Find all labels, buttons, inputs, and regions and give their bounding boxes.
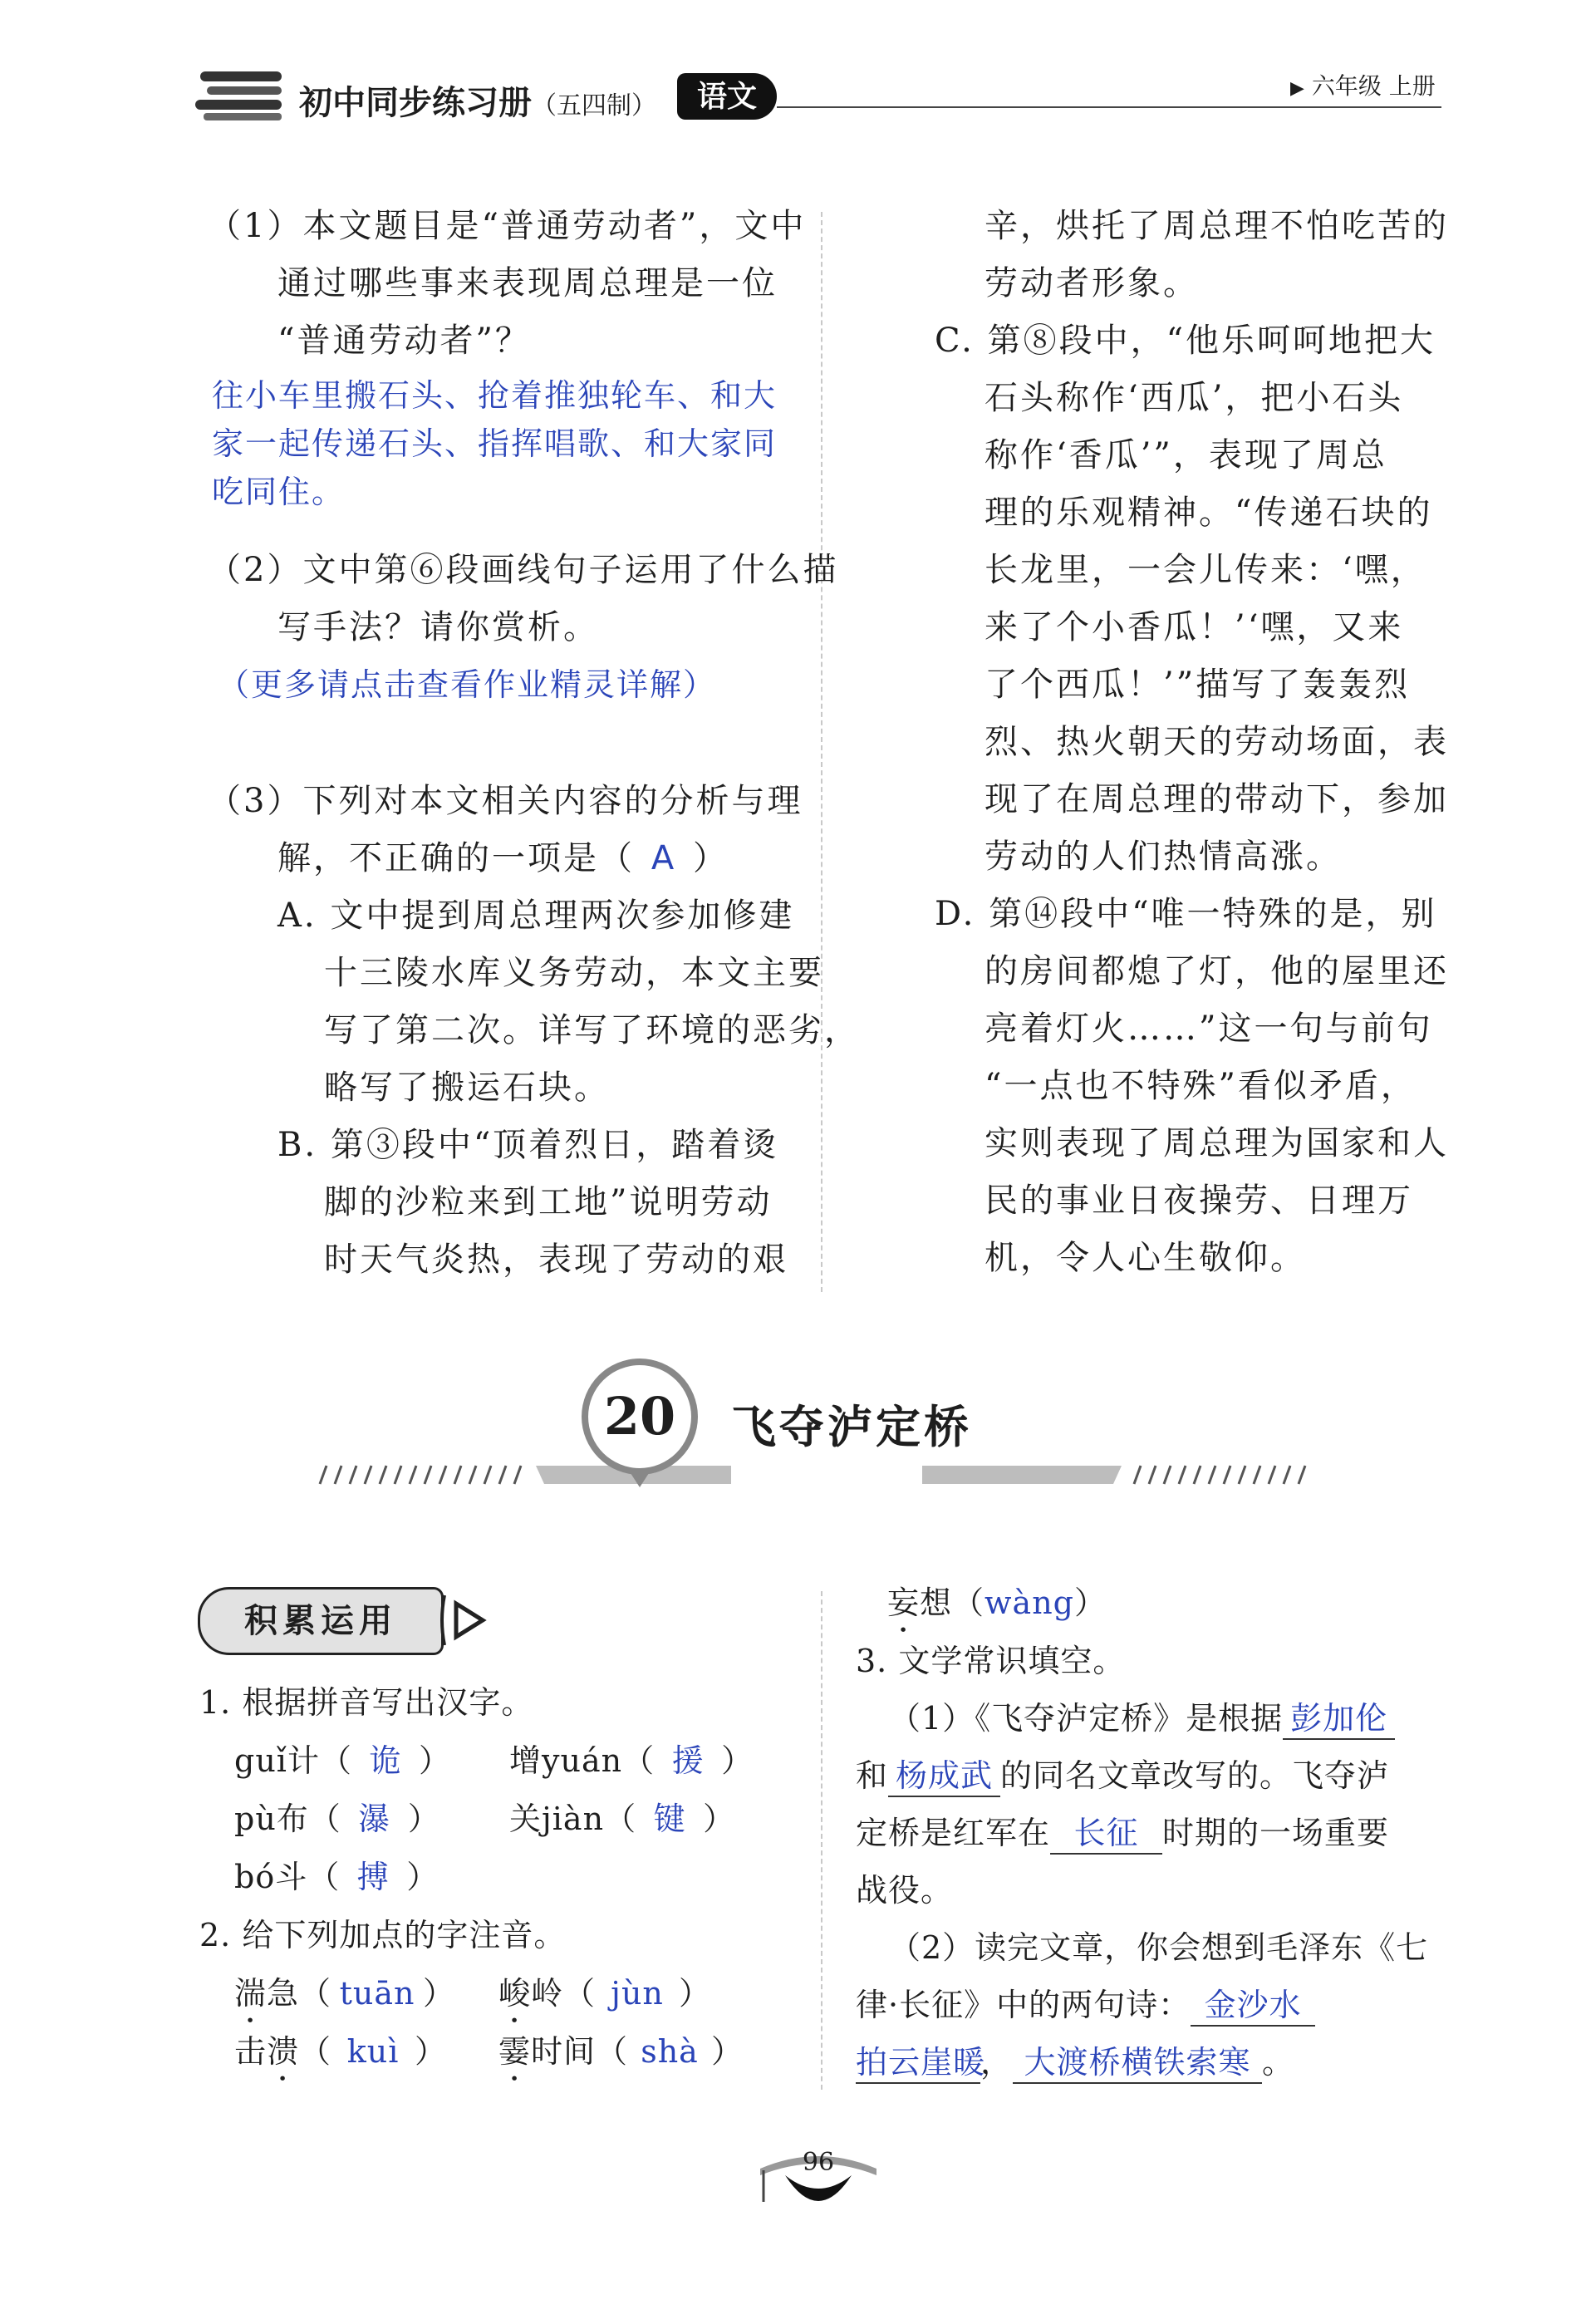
ex1-item-5-close: ） [406, 1859, 439, 1895]
subject-badge [677, 73, 777, 120]
option-b-line-2: 脚的沙粒来到工地”说明劳动 [324, 1183, 773, 1221]
ex2-item-5-post: 想（ [920, 1585, 985, 1621]
lesson-number: 20 [603, 1386, 676, 1447]
ex3-p2-a: （2）读完文章，你会想到毛泽东《七 [889, 1929, 1429, 1966]
q1-line-2: 通过哪些事来表现周总理是一位 [277, 264, 778, 302]
ex2-item-1 [234, 1965, 455, 2030]
ex1-item-1-prompt: guǐ计（ [234, 1742, 352, 1779]
option-d-line-3: 亮着灯火……”这一句与前句 [984, 1010, 1433, 1048]
ex2-item-2-dotted: 峻 [498, 1975, 532, 2012]
option-c-line-8: 烈、热火朝天的劳动场面，表 [984, 723, 1449, 761]
option-d-line-5: 实则表现了周总理为国家和人 [984, 1124, 1449, 1162]
edition-label: （五四制） [532, 91, 656, 120]
grade-label [1290, 68, 1436, 101]
option-d-line-2: 的房间都熄了灯，他的屋里还 [984, 952, 1449, 990]
option-c-line-1: C. 第⑧段中，“他乐呵呵地把大 [935, 322, 1436, 360]
question-1 [208, 198, 806, 370]
q3-answer: A [651, 839, 677, 877]
header-rule [777, 106, 1441, 108]
ex1-item-5 [234, 1849, 439, 1906]
option-c-line-6: 来了个小香瓜！’‘嘿，又来 [984, 608, 1404, 646]
option-d-line-1: D. 第⑭段中“唯一特殊的是，别 [935, 895, 1437, 933]
ex2-item-3-close: ） [415, 2033, 448, 2070]
ex2-item-5-answer: wàng [984, 1585, 1075, 1621]
q1-answer-line-2: 家一起传递石头、指挥唱歌、和大家同 [212, 425, 778, 462]
grade-text: 六年级 上册 [1311, 72, 1436, 100]
ex1-item-3-answer: 瀑 [358, 1801, 391, 1837]
option-c-line-7: 了个西瓜！’”描写了轰轰烈 [984, 666, 1411, 704]
option-d-line-6: 民的事业日夜操劳、日理万 [984, 1182, 1413, 1220]
ex2-item-3 [234, 2023, 447, 2088]
ex1-item-1-close: ） [418, 1742, 451, 1779]
option-d-line-7: 机，令人心生敬仰。 [984, 1239, 1306, 1277]
q1-answer [212, 371, 777, 516]
q3-line-2-close: ） [693, 839, 729, 877]
ex2-item-5 [887, 1575, 1107, 1639]
q2-line-1: （2）文中第⑥段画线句子运用了什么描 [208, 551, 839, 589]
option-a [208, 887, 860, 1117]
option-c-line-2: 石头称作‘西瓜’，把小石头 [984, 379, 1404, 417]
ex2-item-2-answer: jùn [611, 1975, 664, 2012]
section-label: 积累运用 [244, 1602, 397, 1640]
q2-answer-link[interactable]: （更多请点击查看作业精灵详解） [218, 666, 717, 703]
q1-line-1: （1）本文题目是“普通劳动者”，文中 [208, 207, 807, 245]
column-divider-bottom [821, 1591, 822, 2090]
book-title-text: 初中同步练习册 [299, 84, 532, 122]
ex1-item-4-prompt: 关jiàn（ [509, 1801, 637, 1837]
ex3-p1-e: 时期的一场重要 [1162, 1815, 1390, 1851]
right-column-top [935, 198, 1449, 1287]
ex3-p1-ans1: 彭加伦 [1283, 1698, 1395, 1740]
ex3-p2-b: 律·长征》中的两句诗： [856, 1987, 1191, 2023]
ex1-item-3 [234, 1791, 440, 1848]
ex2-item-1-dotted: 湍 [234, 1975, 268, 2012]
page-header [195, 58, 1441, 133]
ex2-item-2-close: ） [679, 1975, 712, 2012]
ex2-item-3-answer: kuì [346, 2033, 400, 2070]
ex3-p1-b: 和 [856, 1757, 889, 1794]
ex2-item-2 [498, 1965, 711, 2030]
q3-line-2 [208, 830, 860, 887]
ex1-item-1-answer: 诡 [369, 1742, 402, 1779]
ex1-item-4 [509, 1791, 735, 1848]
option-b-line-1: B. 第③段中“顶着烈日，踏着烫 [277, 1126, 779, 1164]
ex3-p1-c: 的同名文章改写的。飞夺泸 [1000, 1757, 1390, 1794]
ex1-item-3-close: ） [407, 1801, 440, 1837]
option-b-cont [935, 198, 1449, 312]
option-c [935, 312, 1449, 886]
ex1-item-2-close: ） [721, 1742, 754, 1779]
ex2-item-3-post: （ [299, 2033, 332, 2070]
ex2-item-1-close: ） [423, 1975, 456, 2012]
exercise-1 [199, 1674, 533, 1732]
ex3-p1-line-1 [856, 1690, 1428, 1747]
triangle-right-icon: ▶ [1290, 78, 1304, 99]
ex3-p2-end: 。 [1262, 2044, 1295, 2081]
section-label-box [198, 1587, 444, 1655]
option-b-cont-line-2: 劳动者形象。 [984, 264, 1199, 302]
ex2-item-3-pre: 击 [234, 2033, 268, 2070]
ex1-title: 1. 根据拼音写出汉字。 [199, 1684, 534, 1721]
ex3-p2-line-2 [856, 1977, 1428, 2034]
question-2 [208, 542, 838, 656]
ex1-item-2-prompt: 增yuán（ [509, 1742, 656, 1779]
ex2-item-5-dotted: 妄 [887, 1585, 921, 1621]
ex2-item-4 [498, 2023, 744, 2088]
option-c-line-3: 称作‘香瓜’”，表现了周总 [984, 436, 1387, 474]
ex3-p2-sep: ， [980, 2044, 1014, 2081]
option-a-line-4: 略写了搬运石块。 [324, 1069, 610, 1107]
play-arrow-icon [436, 1589, 494, 1652]
option-c-line-10: 劳动的人们热情高涨。 [984, 838, 1342, 876]
ex3-p2-ans2: 拍云崖暖 [856, 2042, 980, 2084]
ex1-item-4-close: ） [703, 1801, 736, 1837]
ex2-item-4-dotted: 霎 [498, 2033, 532, 2070]
lesson-title: 飞夺泸定桥 [731, 1401, 972, 1453]
option-a-line-2: 十三陵水库义务劳动，本文主要 [324, 954, 824, 992]
ex1-item-2-answer: 援 [671, 1742, 705, 1779]
ex3-p1-d: 定桥是红军在 [856, 1815, 1051, 1851]
ex1-item-5-prompt: bó斗（ [234, 1859, 341, 1895]
ex1-item-4-answer: 键 [653, 1801, 686, 1837]
ex2-item-2-post: 岭（ [531, 1975, 597, 2012]
q1-answer-line-1: 往小车里搬石头、抢着推独轮车、和大 [212, 377, 778, 414]
book-title [299, 76, 656, 124]
ex1-item-2 [509, 1732, 754, 1790]
option-b [208, 1117, 860, 1289]
option-c-line-5: 长龙里，一会儿传来：‘嘿， [984, 551, 1426, 589]
lesson-banner [316, 1354, 1338, 1504]
option-d-line-4: “一点也不特殊”看似矛盾， [984, 1067, 1417, 1105]
banner-stripes-right [922, 1462, 1338, 1487]
option-d [935, 886, 1449, 1287]
ex3-p1-ans3: 长征 [1050, 1813, 1162, 1855]
option-a-line-3: 写了第二次。详写了环境的恶劣， [324, 1011, 860, 1049]
ex2-item-1-answer: tuān [339, 1975, 415, 2012]
ex3-p1-line-2 [856, 1747, 1428, 1805]
ex2-item-4-post: 时间（ [531, 2033, 629, 2070]
option-b-cont-line-1: 辛，烘托了周总理不怕吃苦的 [984, 207, 1449, 245]
ex3-p1-ans2: 杨成武 [888, 1756, 1000, 1797]
option-c-line-9: 现了在周总理的带动下，参加 [984, 780, 1449, 818]
ex3-p2-ans3: 大渡桥横铁索寒 [1013, 2042, 1262, 2084]
book-stack-icon [195, 66, 287, 125]
ex2-item-4-close: ） [711, 2033, 744, 2070]
ex1-item-3-prompt: pù布（ [234, 1801, 341, 1837]
ex2-item-5-close: ） [1074, 1585, 1107, 1621]
q1-line-3: “普通劳动者”？ [277, 322, 531, 360]
ex3-title: 3. 文学常识填空。 [856, 1643, 1126, 1679]
ex3-p2-ans1: 金沙水 [1191, 1985, 1315, 2027]
ex3-p2-line-3 [856, 2034, 1428, 2091]
option-a-line-1: A. 文中提到周总理两次参加修建 [277, 897, 795, 935]
q3-line-1: （3）下列对本文相关内容的分析与理 [208, 782, 803, 820]
ex3-p1-a: （1）《飞夺泸定桥》是根据 [889, 1700, 1284, 1737]
ex2-title: 2. 给下列加点的字注音。 [199, 1917, 567, 1953]
ex2-item-4-answer: shà [641, 2033, 699, 2070]
question-3 [208, 773, 860, 1289]
ex3-p1-line-3 [856, 1805, 1428, 1862]
ex2-item-3-dotted: 溃 [267, 2033, 300, 2070]
ex3-p1-f: 战役。 [856, 1872, 954, 1909]
exercise-3 [856, 1633, 1428, 2091]
page-number: 96 [802, 2148, 835, 2177]
option-c-line-4: 理的乐观精神。“传递石块的 [984, 494, 1433, 532]
option-b-line-3: 时天气炎热，表现了劳动的艰 [324, 1241, 788, 1279]
ex1-item-1 [234, 1732, 451, 1790]
ex1-item-5-answer: 搏 [356, 1859, 390, 1895]
q1-answer-line-3: 吃同住。 [212, 474, 346, 510]
subject-label: 语文 [696, 79, 757, 114]
q2-line-2: 写手法？请你赏析。 [277, 608, 599, 646]
ex2-item-1-post: 急（ [267, 1975, 332, 2012]
q3-line-2-text: 解，不正确的一项是（ [277, 839, 635, 877]
